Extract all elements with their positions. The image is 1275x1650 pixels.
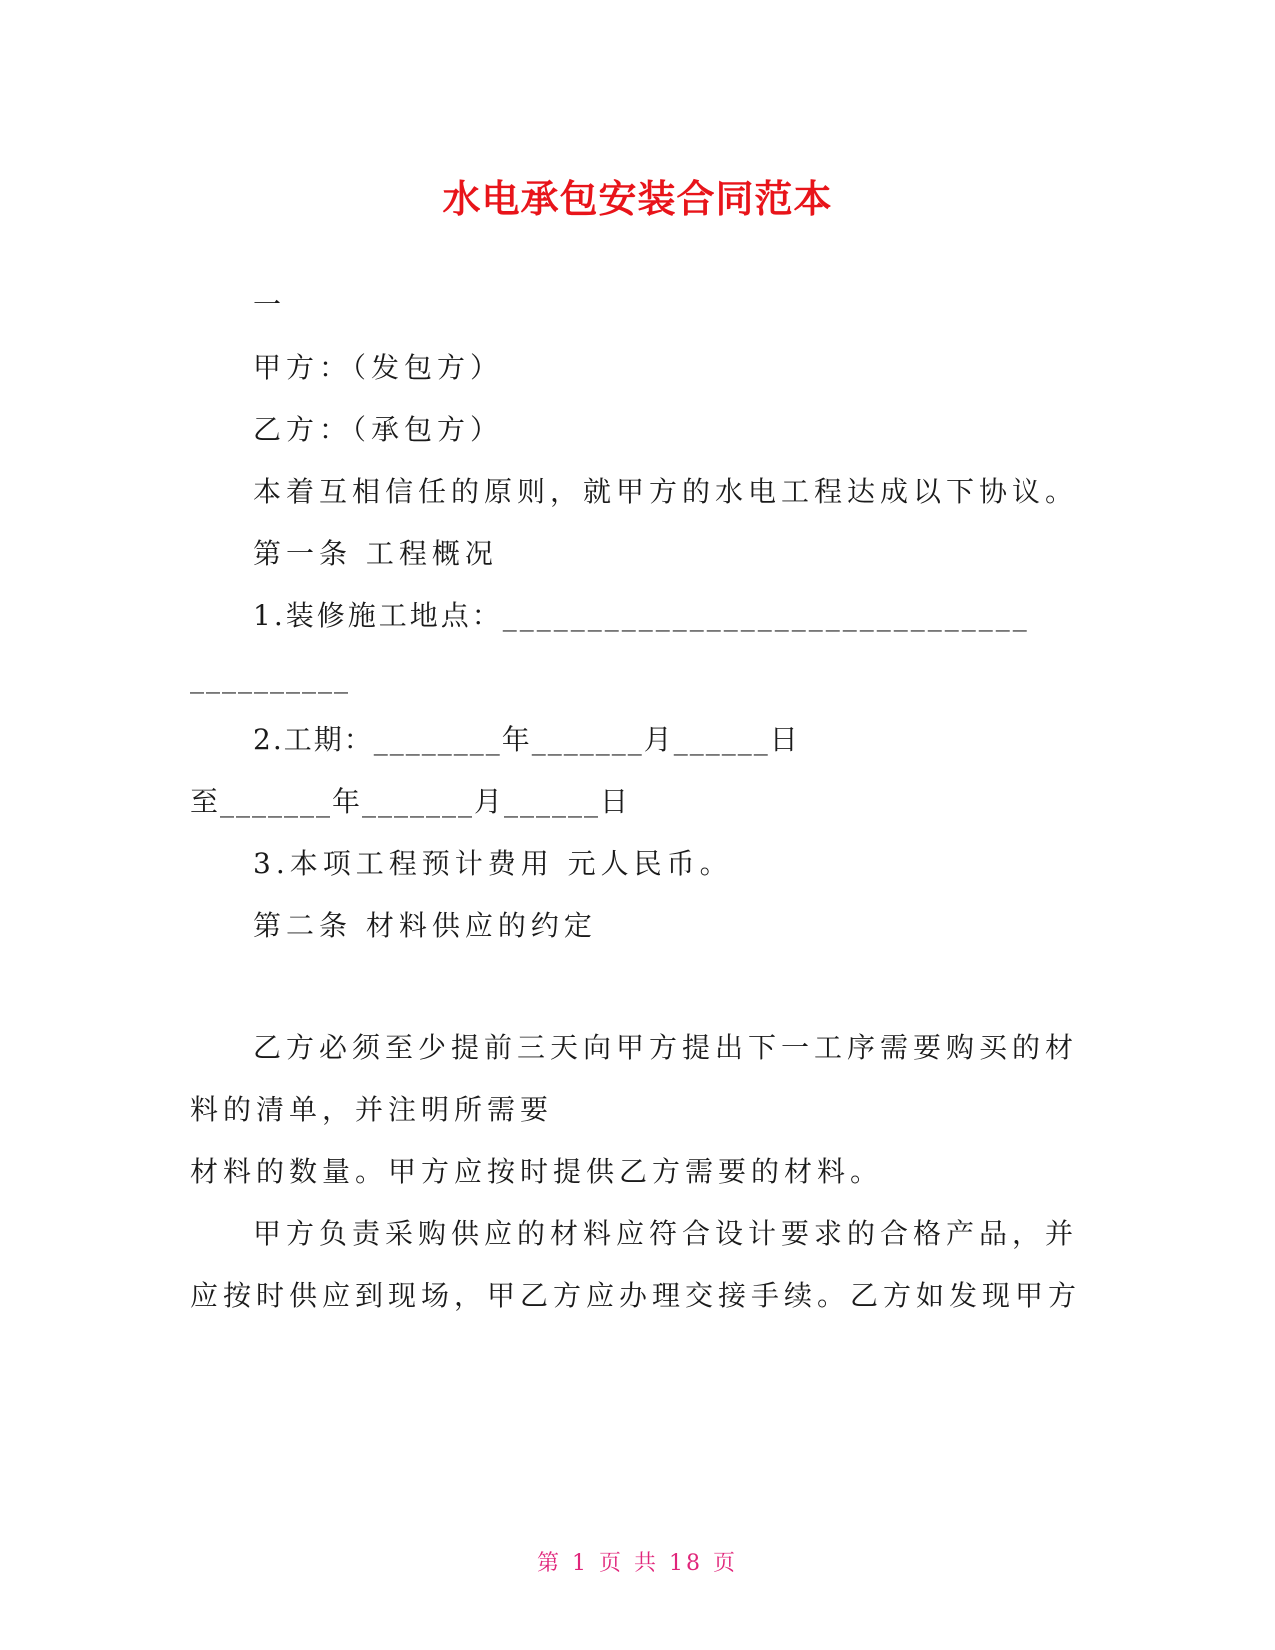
- site-location-line: 1.装修施工地点：_______________________________: [253, 599, 1030, 632]
- section-number: 一: [253, 288, 287, 321]
- party-a-line: 甲方：（发包方）: [253, 351, 504, 384]
- material-paragraph-1-line-2: 料的清单，并注明所需要: [190, 1093, 554, 1126]
- document-title: 水电承包安装合同范本: [442, 177, 833, 221]
- site-location-continuation: __________: [190, 661, 350, 694]
- estimated-cost-line: 3.本项工程预计费用 元人民币。: [253, 847, 733, 880]
- article-1-heading: 第一条 工程概况: [253, 537, 498, 570]
- material-paragraph-2-line-1: 甲方负责采购供应的材料应符合设计要求的合格产品，并: [253, 1217, 1079, 1250]
- material-paragraph-1-line-3: 材料的数量。甲方应按时提供乙方需要的材料。: [190, 1155, 884, 1188]
- construction-period-end-line: 至_______年_______月______日: [190, 785, 631, 818]
- article-2-heading: 第二条 材料供应的约定: [253, 909, 597, 942]
- construction-period-line: 2.工期：________年_______月______日: [253, 723, 800, 756]
- material-paragraph-2-line-2: 应按时供应到现场，甲乙方应办理交接手续。乙方如发现甲方: [190, 1279, 1082, 1312]
- page-number-footer: 第 1 页 共 18 页: [537, 1551, 738, 1576]
- material-paragraph-1-line-1: 乙方必须至少提前三天向甲方提出下一工序需要购买的材: [253, 1031, 1079, 1064]
- preamble-paragraph: 本着互相信任的原则，就甲方的水电工程达成以下协议。: [253, 475, 1079, 508]
- party-b-line: 乙方：（承包方）: [253, 413, 504, 446]
